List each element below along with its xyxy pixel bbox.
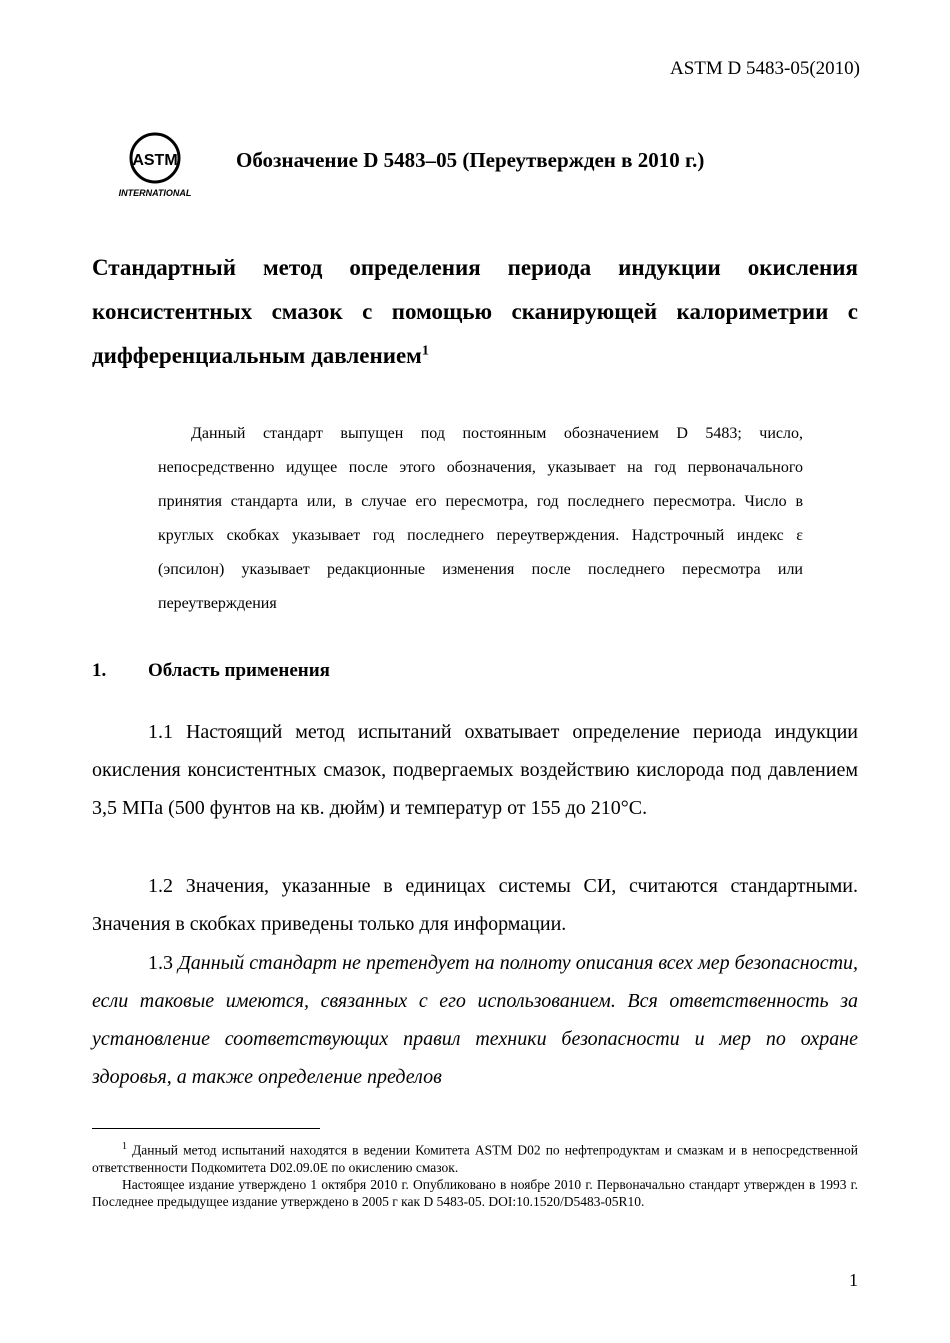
paragraph-number: 1.3 <box>148 952 173 974</box>
paragraph-text: Настоящий метод испытаний охватывает определение периода индукции окисления консистентных смазок, подвергаемых воздействию кислорода под давлением 3,5 МПа (500 фунтов на кв. дюйм) и температур от 155 до 210°С. <box>92 721 859 819</box>
paragraph-1-2 <box>92 867 858 943</box>
footnote-mark: 1 <box>122 1141 127 1152</box>
astm-logo <box>112 128 198 200</box>
paragraph-1-3 <box>92 944 858 1096</box>
footnote-2 <box>92 1176 858 1210</box>
footnote-1 <box>92 1138 858 1176</box>
logo-text-bottom: INTERNATIONAL <box>118 188 192 198</box>
note-text: Данный стандарт выпущен под постоянным обозначением D 5483; число, непосредственно идущее после этого обозначения, указывает на год первоначального принятия стандарта или, в случае его пересмотра, год последнего пересмотра. Число в круглых скобках указывает год последнего переутверждения. Надстрочный индекс ε (эпсилон) указывает редакционные изменения после последнего пересмотра или переутверждения <box>158 425 803 612</box>
page-number: 1 <box>849 1270 858 1290</box>
paragraph-number: 1.2 <box>148 875 173 897</box>
designation: Обозначение D 5483–05 (Переутвержден в 2010 г.) <box>236 148 705 172</box>
footnote-text: Настоящее издание утверждено 1 октября 2010 г. Опубликовано в ноябре 2010 г. Первоначально стандарт утвержден в 1993 г. Последнее предыдущее издание утверждено в 2005 г как D 5483-05. DOI:10.1520/D5483-05R10. <box>92 1177 858 1209</box>
footnote-divider <box>92 1128 320 1129</box>
paragraph-text: Данный стандарт не претендует на полноту описания всех мер безопасности, если таковые имеются, связанных с его использованием. Вся ответственность за установление соответствующих правил техники безопасности и мер по охране здоровья, а также определение пределов <box>92 952 859 1088</box>
footnote-text: Данный метод испытаний находятся в ведении Комитета ASTM D02 по нефтепродуктам и смазкам и в непосредственной ответственности Подкомитета D02.09.0E по окислению смазок. <box>92 1142 859 1175</box>
section-number: 1. <box>92 660 107 681</box>
logo-text-top: ASTM <box>132 152 178 169</box>
paragraph-1-1 <box>92 713 858 827</box>
document-title <box>92 246 858 378</box>
title-footnote-ref[interactable]: 1 <box>421 343 429 359</box>
standard-note <box>158 417 803 621</box>
paragraph-text: Значения, указанные в единицах системы СИ, считаются стандартными. Значения в скобках приведены только для информации. <box>92 875 859 935</box>
section-title: Область применения <box>148 660 330 681</box>
paragraph-number: 1.1 <box>148 721 173 743</box>
document-code: ASTM D 5483-05(2010) <box>670 58 860 79</box>
title-text: Стандартный метод определения периода индукции окисления консистентных смазок с помощью сканирующей калориметрии с дифференциальным давлением <box>92 255 858 368</box>
